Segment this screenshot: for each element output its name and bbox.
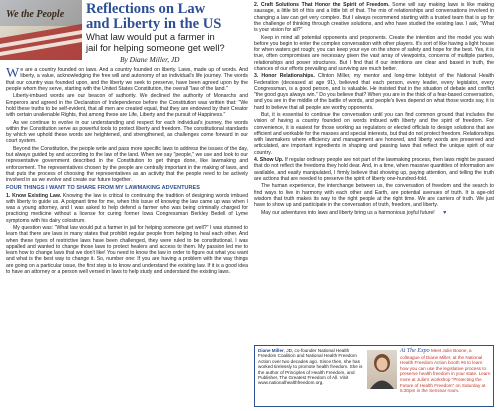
title-line-2: and Liberty in the US [86, 16, 222, 32]
intro-text: e are a country founded on laws. And a country founded on liberty. Laws, made up of words. And liberty, a value, acknowledging the free will and autonomy of an individual's life journey. The words that our country was founded upon, and the liberty we seek to preserve, have been agreed upon by the people whom they serve, starting with the United States Constitution, the overall "law of the land." [6, 67, 248, 92]
item-1-label: 1. Know Existing Law. [6, 192, 62, 199]
item-2-label: 2. Craft Solutions That Honor the Spirit of Freedom. [254, 2, 390, 8]
page-subtitle [86, 32, 252, 53]
intro-paragraph [6, 67, 248, 92]
closing-text: May our adventures into laws and liberty bring us a harmonious joyful future! [261, 209, 435, 216]
item-show-up [254, 157, 494, 182]
heart-icon: ♥ [443, 209, 447, 216]
author-portrait-icon [367, 350, 397, 389]
drop-cap: W [6, 65, 20, 81]
expo-text: Meet Julie Boone, a colleague of Diane Miller, at the National Health Freedom Action booth #6 to learn how you can use the legislative process to preserve health freedom in your state. Learn more at Julie's workshop "Protecting the Future of Health Freedom" on Saturday at 5:30pm in the Seminar room. [400, 348, 491, 394]
author-name-suffix: , JD, co-founder [283, 348, 317, 353]
left-column [6, 67, 248, 276]
paragraph-common-ground: But, it is essential to continue the conversation until you can find common ground that includes the vision of having a country founded on words imbued with liberty and the spirit of freedom. For convenience, it is easiest for those working as regulators or elected officials to design solutions that are efficient and workable for the masses and special interests, but that do not protect freedom. Relationships with lawmakers where efficiency and management are honored, and liberty words are preserved and articulated, are important ingredients in shaping and passing laws that reflect the unique spirit of our country. [254, 112, 494, 156]
item-4-label: 4. Show Up. [254, 157, 284, 164]
subtitle-line-2: jail for helping someone get well? [86, 41, 225, 53]
paragraph-farmer-question: My question was: "What law would put a farmer in jail for helping someone get well?" I was stunned to learn that there are laws in many states that prohibit regular people from helping to heal each other. And when these types of restrictive laws have been challenged, they were ruled to be constitutional. I was appalled and wanted to change those laws to protect healers and access to them. My passion led me to learn how to change laws that we don't like! You need to know the law in order to figure out what you want and what is the best way to change it. So, number one: If you are having a problem with the way things are going on a particular issue, the first step is to know and understand the existing law. If it is a good idea to have an attorney or a person well versed in laws to help study and understand the existing laws. [6, 225, 248, 275]
item-3-label: 3. Honor Relationships. [254, 73, 315, 80]
item-4-text: If regular ordinary people are not part of the lawmaking process, then laws might be passed that do not reflect the freedoms they hold dear. And, in a time, when massive quantities of information are available, and easily manipulated, I firmly believe that showing up, paying attention, and telling the truth are actions that are needed to preserve the spirit of liberty one-hundred-fold. [254, 157, 494, 182]
item-3-text: Clinton Miller, my mentor and long-time lobbyist of the National Health Federation (deceased at age 91), believed that each person, every leader, every legislator, every Congressman, is a good person, and is valuable. He insisted that in the situation of debate and conflict "the good guys always win." Do you believe that? When you are in the thick of a fear-based conversation, and you are in the middle of the battle of words, and people's lives depend on what those words say, it is hard to believe that all people are worthy opponents. [254, 73, 494, 111]
subtitle-line-1: What law would put a farmer in [86, 31, 215, 42]
paragraph-opponents: Keep in mind all potential opponents and proponents. Create the intention and the model you wish before you begin to enter the complex conversation with other players. It's sort of like having a light house for when waters get rough; you can keep your eye on the shore of safety and hope for the best. Yes, it is true, often compromises are necessary given the vast array of viewpoints, concerns of multiple parties, relationships and power structures. But I find that if our intentions are clear and based in truth, the chances of our efforts prevailing and surviving are much better. [254, 34, 494, 72]
author-name: Diane Miller [258, 348, 284, 353]
title-line-1: Reflections on Law [86, 1, 206, 17]
item-2-text: Some will say making laws is like making sausage, a little bit of this and a little bit of that. The mix of relationships and conversations involved in changing a law can get very complex. But I always recommend starting with a trusted team that is up for the challenge of thinking through creative solutions, and who have studied the existing law. I ask, "What is your vision for all?" [254, 2, 494, 33]
section-heading: FOUR THINGS I WANT TO SHARE FROM MY LAWMAKING ADVENTURES [6, 184, 200, 191]
author-bio-text: National Health Freedom Coalition and National Health Freedom Action over two decades ago. Since then, she has worked tirelessly to promote health freedom. She is the author of Principles of Health Freedom, and Publisher, The Greatest Freedom of All. Visit www.nationalhealthfreedom.org. [258, 348, 363, 386]
banner-caption: We the People [6, 9, 65, 20]
at-expo-label: At The Expo [400, 348, 430, 354]
author-bio [258, 348, 366, 386]
item-craft-solutions [254, 2, 494, 33]
byline: By Diane Miller, JD [120, 55, 180, 64]
item-know-existing-law [6, 193, 248, 224]
paragraph-representatives: Beyond the Constitution, the people write and pass more specific laws to address the issues of the day, but always guided by and according to the law of the land. When we say "people," we use and look to our representative government described in the Constitution to get things done, like lawmaking and enforcement. The representatives chosen by the people are centrally important in the making of laws, and that puts the process of choosing the representatives as an activity that the people need to be actively involved in as we evolve and create our future together. [6, 145, 248, 184]
paragraph-human-experience: The human experience, the interchange between us, the conversation of freedom and the search to find ways to live in harmony with each other and Earth, are potential avenues of truth. It is age-old wisdom that truth makes its way to the right people at the right time. We are carriers of truth. We just have to show up and participate in the conversation of truth, freedom, and liberty. [254, 183, 494, 209]
item-1-text: Knowing the law is critical to continuing the tradition of designing words imbued with liberty to guide us. A poignant time for me, when this issue of knowing the law came up was when I was a young attorney, and I was asked to help defend a farmer who was being criminally charged for practicing medicine without a license for curing former Iowa Congressman Berkley Bedell of Lyme symptoms with his dairy colostrum. [6, 192, 248, 224]
paragraph-declaration: Liberty-imbued words are our beacon of authority. We declined the authority of Monarchs and Emperors and agreed in the Declaration of Independence before the Constitution was written that: "We hold these truths to be self-evident, that all men are created equal, that they are endowed by their Creator with certain unalienable Rights, that among these are Life, Liberty and the pursuit of Happiness." [6, 93, 248, 119]
closing-paragraph [254, 210, 494, 216]
author-bio-box [254, 345, 494, 407]
paragraph-constitution: As we continue to evolve in our understanding and respect for each individual's journey, the words within the Constitution serve as powerful tools to protect liberty and freedom. The constitutional standards by which we uphold these words are heightened, and strengthened, as challenges come forward in our court system. [6, 119, 248, 145]
right-column [254, 2, 494, 217]
expo-notice [400, 348, 492, 394]
item-honor-relationships [254, 73, 494, 111]
constitution-banner-image [0, 0, 82, 60]
page-title [86, 2, 252, 32]
article-header [0, 0, 250, 64]
author-photo [367, 350, 397, 389]
